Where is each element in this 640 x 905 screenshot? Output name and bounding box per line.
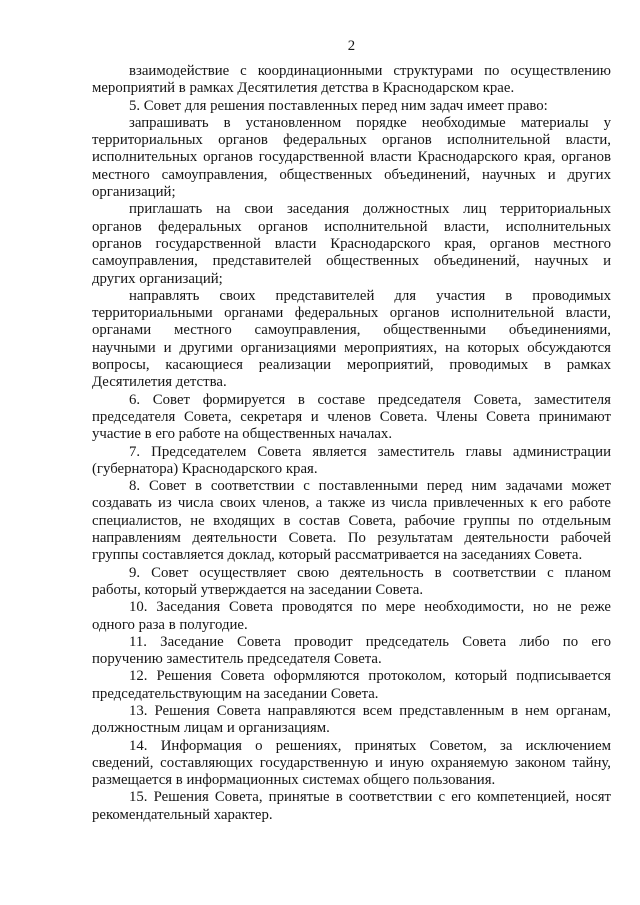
paragraph <box>92 478 611 564</box>
text-line: создавать из числа своих членов, а также из числа привлеченных к его работе <box>92 495 611 512</box>
text-line: 10. Заседания Совета проводятся по мере необходимости, но не реже <box>129 599 611 616</box>
paragraph <box>92 201 611 287</box>
text-line: направлять своих представителей для участия в проводимых <box>129 287 611 304</box>
text-line: вопросы, касающиеся реализации мероприятий, проводимых в рамках <box>92 357 611 374</box>
text-line: органов федеральных органов исполнительной власти, исполнительных <box>92 218 611 235</box>
text-line: других организаций; <box>92 270 223 287</box>
text-line: территориальных органов федеральных органов исполнительной власти, <box>92 132 611 149</box>
paragraph <box>92 668 611 703</box>
text-line: председателя Совета, секретаря и членов Совета. Члены Совета принимают <box>92 408 611 425</box>
text-line: председательствующим на заседании Совета. <box>92 685 379 702</box>
paragraph <box>92 392 611 444</box>
text-line: 6. Совет формируется в составе председателя Совета, заместителя <box>129 391 611 408</box>
text-line: 15. Решения Совета, принятые в соответствии с его компетенцией, носят <box>129 789 611 806</box>
text-line: работы, который утверждается на заседании Совета. <box>92 581 424 598</box>
text-line: самоуправления, представителей общественных объединений, научных и <box>92 253 611 270</box>
text-line: сведений, составляющих государственную и иную охраняемую законом тайну, <box>92 754 611 771</box>
text-line: 7. Председателем Совета является заместитель главы администрации <box>129 443 611 460</box>
text-line: рекомендательный характер. <box>92 806 273 823</box>
text-line: территориальными органами федеральных органов исполнительной власти, <box>92 305 611 322</box>
text-line: одного раза в полугодие. <box>92 616 248 633</box>
text-line: мероприятий в рамках Десятилетия детства в Краснодарском крае. <box>92 80 515 97</box>
text-line: органами местного самоуправления, общественными объединениями, <box>92 322 611 339</box>
text-line: 13. Решения Совета направляются всем представленным в нем органам, <box>129 702 611 719</box>
text-line: 14. Информация о решениях, принятых Советом, за исключением <box>129 737 611 754</box>
text-line: организаций; <box>92 184 176 201</box>
text-line: исполнительных органов государственной власти Краснодарского края, органов <box>92 149 611 166</box>
paragraph <box>92 288 611 392</box>
text-line: взаимодействие с координационными структурами по осуществлению <box>129 63 611 79</box>
text-line: направлениям деятельности Совета. По результатам деятельности рабочей <box>92 530 611 547</box>
paragraph <box>92 565 611 600</box>
paragraph <box>92 789 611 824</box>
text-line: размещается в информационных системах общего пользования. <box>92 772 496 789</box>
text-line: группы составляется доклад, который рассматривается на заседаниях Совета. <box>92 547 583 564</box>
paragraph <box>92 703 611 738</box>
paragraph <box>92 738 611 790</box>
paragraph <box>92 63 611 98</box>
paragraph <box>92 98 611 115</box>
paragraph <box>92 634 611 669</box>
text-line: участие в его работе на общественных началах. <box>92 426 393 443</box>
text-line: органов государственной власти Краснодарского края, органов местного <box>92 235 611 252</box>
document-body <box>92 63 611 824</box>
text-line: должностным лицам и организациям. <box>92 720 330 737</box>
text-line: Десятилетия детства. <box>92 374 227 391</box>
paragraph <box>92 444 611 479</box>
text-line: специалистов, не входящих в состав Совета, рабочие группы по отдельным <box>92 512 611 529</box>
text-line: 5. Совет для решения поставленных перед ним задач имеет право: <box>129 97 548 114</box>
text-line: 12. Решения Совета оформляются протоколом, который подписывается <box>129 668 611 685</box>
paragraph <box>92 115 611 201</box>
text-line: приглашать на свои заседания должностных лиц территориальных <box>129 201 611 218</box>
text-line: поручению заместитель председателя Совета. <box>92 651 382 668</box>
text-line: запрашивать в установленном порядке необходимые материалы у <box>129 114 611 131</box>
text-line: 11. Заседание Совета проводит председатель Совета либо по его <box>129 633 611 650</box>
text-line: местного самоуправления, общественных объединений, научных и других <box>92 166 611 183</box>
text-line: (губернатора) Краснодарского края. <box>92 460 318 477</box>
paragraph <box>92 599 611 634</box>
page-number: 2 <box>347 38 356 54</box>
text-line: 8. Совет в соответствии с поставленными перед ним задачами может <box>129 478 611 495</box>
text-line: научными и другими организациями мероприятиях, на которых обсуждаются <box>92 339 611 356</box>
text-line: 9. Совет осуществляет свою деятельность в соответствии с планом <box>129 564 611 581</box>
